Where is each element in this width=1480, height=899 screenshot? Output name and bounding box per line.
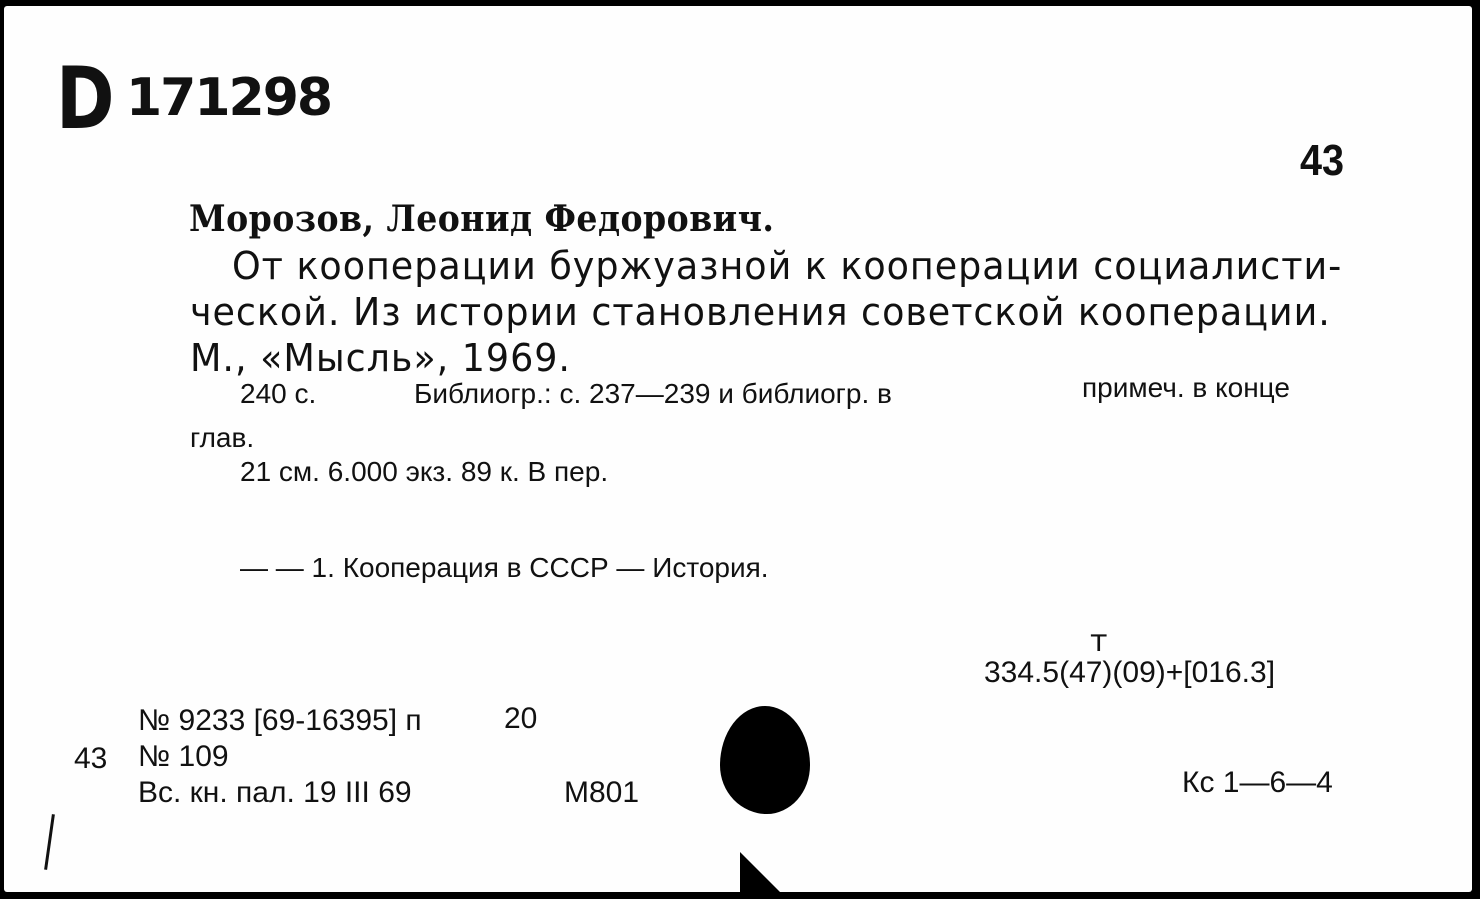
accession-number: 20 — [504, 702, 538, 735]
kc-code: Кс 1—6—4 — [1182, 766, 1333, 799]
pages-count: 240 с. — [240, 378, 317, 409]
physical-description: 21 см. 6.000 экз. 89 к. В пер. — [240, 456, 609, 487]
bibliography-note-tail: примеч. в конце — [1082, 372, 1290, 403]
card-id-number: 171298 — [126, 68, 332, 128]
author-heading: Морозов, Леонид Федорович. — [189, 198, 775, 240]
catalog-card — [4, 6, 1472, 892]
classification-code: 334.5(47)(09)+[016.3] — [984, 656, 1276, 689]
bibliography-note-end: глав. — [190, 422, 255, 453]
card-id-letter: D — [56, 49, 113, 149]
handwritten-stroke — [44, 814, 55, 870]
title-line-1: От кооперации буржуазной к кооперации социалисти- — [232, 244, 1343, 288]
accession-prefix: 43 — [74, 742, 108, 775]
bibliography-note: Библиогр.: с. 237—239 и библиогр. в — [414, 378, 892, 409]
title-line-3: М., «Мысль», 1969. — [190, 336, 571, 380]
accession-line-1: № 9233 [69-16395] п — [138, 704, 422, 737]
punch-hole — [720, 706, 810, 814]
accession-line-3: Вс. кн. пал. 19 III 69 — [138, 776, 412, 809]
accession-line-2: № 109 — [138, 740, 229, 773]
corner-mark — [740, 852, 786, 892]
handwritten-tick: т — [1090, 624, 1108, 659]
card-number: 43 — [1300, 136, 1345, 185]
subject-heading: — — 1. Кооперация в СССР — История. — [240, 552, 769, 583]
title-line-2: ческой. Из истории становления советской кооперации. — [190, 290, 1331, 334]
accession-code: М801 — [564, 776, 640, 809]
